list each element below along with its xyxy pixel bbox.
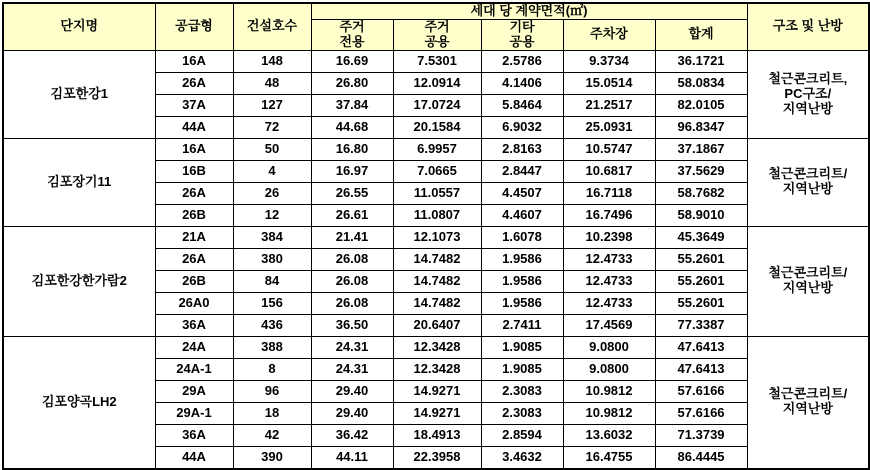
cell-common-area: 14.9271 xyxy=(393,402,481,424)
cell-exclusive-area: 16.97 xyxy=(311,160,393,182)
cell-units: 388 xyxy=(233,336,311,358)
cell-supply-type: 29A-1 xyxy=(155,402,233,424)
cell-units: 26 xyxy=(233,182,311,204)
cell-supply-type: 16A xyxy=(155,50,233,72)
cell-complex-name: 김포한강한가람2 xyxy=(3,226,155,336)
cell-parking-area: 10.5747 xyxy=(563,138,655,160)
header-units: 건설호수 xyxy=(233,3,311,50)
cell-parking-area: 10.9812 xyxy=(563,402,655,424)
cell-parking-area: 17.4569 xyxy=(563,314,655,336)
cell-parking-area: 9.0800 xyxy=(563,358,655,380)
cell-exclusive-area: 36.50 xyxy=(311,314,393,336)
cell-total-area: 58.9010 xyxy=(655,204,747,226)
cell-total-area: 47.6413 xyxy=(655,358,747,380)
cell-units: 127 xyxy=(233,94,311,116)
cell-supply-type: 44A xyxy=(155,116,233,138)
cell-supply-type: 24A-1 xyxy=(155,358,233,380)
cell-supply-type: 44A xyxy=(155,446,233,469)
cell-supply-type: 26A xyxy=(155,248,233,270)
cell-units: 4 xyxy=(233,160,311,182)
cell-supply-type: 37A xyxy=(155,94,233,116)
cell-exclusive-area: 16.69 xyxy=(311,50,393,72)
header-common: 주거 공용 xyxy=(393,19,481,50)
cell-common-area: 12.3428 xyxy=(393,358,481,380)
cell-complex-name: 김포한강1 xyxy=(3,50,155,138)
cell-exclusive-area: 29.40 xyxy=(311,402,393,424)
table-row xyxy=(3,336,869,358)
header-structure: 구조 및 난방 xyxy=(747,3,869,50)
cell-exclusive-area: 36.42 xyxy=(311,424,393,446)
cell-other-common-area: 1.6078 xyxy=(481,226,563,248)
cell-other-common-area: 2.3083 xyxy=(481,402,563,424)
cell-common-area: 7.5301 xyxy=(393,50,481,72)
cell-parking-area: 16.7496 xyxy=(563,204,655,226)
cell-other-common-area: 2.8447 xyxy=(481,160,563,182)
cell-common-area: 11.0557 xyxy=(393,182,481,204)
cell-total-area: 55.2601 xyxy=(655,270,747,292)
cell-common-area: 12.1073 xyxy=(393,226,481,248)
cell-units: 50 xyxy=(233,138,311,160)
cell-supply-type: 26A0 xyxy=(155,292,233,314)
cell-units: 84 xyxy=(233,270,311,292)
header-total: 합계 xyxy=(655,19,747,50)
cell-other-common-area: 2.8594 xyxy=(481,424,563,446)
cell-supply-type: 16B xyxy=(155,160,233,182)
cell-common-area: 14.9271 xyxy=(393,380,481,402)
cell-total-area: 57.6166 xyxy=(655,402,747,424)
header-supply-type: 공급형 xyxy=(155,3,233,50)
cell-other-common-area: 1.9085 xyxy=(481,358,563,380)
cell-parking-area: 16.4755 xyxy=(563,446,655,469)
cell-supply-type: 16A xyxy=(155,138,233,160)
cell-exclusive-area: 44.68 xyxy=(311,116,393,138)
cell-other-common-area: 2.7411 xyxy=(481,314,563,336)
cell-exclusive-area: 26.61 xyxy=(311,204,393,226)
cell-other-common-area: 2.3083 xyxy=(481,380,563,402)
cell-common-area: 12.0914 xyxy=(393,72,481,94)
cell-parking-area: 13.6032 xyxy=(563,424,655,446)
cell-total-area: 86.4445 xyxy=(655,446,747,469)
cell-total-area: 58.7682 xyxy=(655,182,747,204)
cell-common-area: 7.0665 xyxy=(393,160,481,182)
cell-units: 48 xyxy=(233,72,311,94)
cell-exclusive-area: 37.84 xyxy=(311,94,393,116)
cell-units: 156 xyxy=(233,292,311,314)
table-header-row-1 xyxy=(3,3,869,19)
cell-units: 8 xyxy=(233,358,311,380)
cell-common-area: 14.7482 xyxy=(393,248,481,270)
cell-total-area: 77.3387 xyxy=(655,314,747,336)
cell-other-common-area: 1.9586 xyxy=(481,270,563,292)
cell-structure-heating: 철근콘크리트/ 지역난방 xyxy=(747,336,869,469)
cell-units: 42 xyxy=(233,424,311,446)
cell-units: 148 xyxy=(233,50,311,72)
cell-common-area: 6.9957 xyxy=(393,138,481,160)
cell-total-area: 55.2601 xyxy=(655,248,747,270)
cell-other-common-area: 1.9586 xyxy=(481,292,563,314)
cell-total-area: 96.8347 xyxy=(655,116,747,138)
cell-parking-area: 10.6817 xyxy=(563,160,655,182)
cell-parking-area: 21.2517 xyxy=(563,94,655,116)
cell-structure-heating: 철근콘크리트/ 지역난방 xyxy=(747,226,869,336)
cell-structure-heating: 철근콘크리트, PC구조/ 지역난방 xyxy=(747,50,869,138)
cell-common-area: 20.1584 xyxy=(393,116,481,138)
cell-units: 384 xyxy=(233,226,311,248)
cell-other-common-area: 4.1406 xyxy=(481,72,563,94)
cell-total-area: 45.3649 xyxy=(655,226,747,248)
cell-supply-type: 21A xyxy=(155,226,233,248)
cell-common-area: 22.3958 xyxy=(393,446,481,469)
cell-common-area: 18.4913 xyxy=(393,424,481,446)
cell-structure-heating: 철근콘크리트/ 지역난방 xyxy=(747,138,869,226)
cell-units: 18 xyxy=(233,402,311,424)
cell-parking-area: 12.4733 xyxy=(563,270,655,292)
cell-units: 96 xyxy=(233,380,311,402)
cell-common-area: 14.7482 xyxy=(393,292,481,314)
housing-area-table xyxy=(2,2,870,470)
cell-exclusive-area: 26.08 xyxy=(311,270,393,292)
cell-other-common-area: 2.8163 xyxy=(481,138,563,160)
cell-common-area: 14.7482 xyxy=(393,270,481,292)
table-row xyxy=(3,138,869,160)
cell-units: 380 xyxy=(233,248,311,270)
cell-parking-area: 25.0931 xyxy=(563,116,655,138)
cell-total-area: 82.0105 xyxy=(655,94,747,116)
cell-units: 390 xyxy=(233,446,311,469)
table-row xyxy=(3,226,869,248)
cell-other-common-area: 1.9586 xyxy=(481,248,563,270)
cell-total-area: 37.1867 xyxy=(655,138,747,160)
cell-units: 436 xyxy=(233,314,311,336)
cell-exclusive-area: 24.31 xyxy=(311,336,393,358)
cell-parking-area: 16.7118 xyxy=(563,182,655,204)
cell-total-area: 55.2601 xyxy=(655,292,747,314)
cell-supply-type: 29A xyxy=(155,380,233,402)
cell-common-area: 17.0724 xyxy=(393,94,481,116)
cell-exclusive-area: 26.55 xyxy=(311,182,393,204)
header-other-common: 기타 공용 xyxy=(481,19,563,50)
cell-supply-type: 24A xyxy=(155,336,233,358)
cell-other-common-area: 2.5786 xyxy=(481,50,563,72)
cell-other-common-area: 6.9032 xyxy=(481,116,563,138)
header-complex: 단지명 xyxy=(3,3,155,50)
cell-complex-name: 김포양곡LH2 xyxy=(3,336,155,469)
cell-other-common-area: 5.8464 xyxy=(481,94,563,116)
cell-exclusive-area: 44.11 xyxy=(311,446,393,469)
cell-supply-type: 26A xyxy=(155,72,233,94)
cell-parking-area: 10.2398 xyxy=(563,226,655,248)
cell-total-area: 71.3739 xyxy=(655,424,747,446)
cell-total-area: 47.6413 xyxy=(655,336,747,358)
cell-supply-type: 26B xyxy=(155,204,233,226)
cell-exclusive-area: 16.80 xyxy=(311,138,393,160)
header-parking: 주차장 xyxy=(563,19,655,50)
header-exclusive: 주거 전용 xyxy=(311,19,393,50)
cell-total-area: 37.5629 xyxy=(655,160,747,182)
cell-parking-area: 12.4733 xyxy=(563,292,655,314)
cell-supply-type: 36A xyxy=(155,424,233,446)
cell-units: 12 xyxy=(233,204,311,226)
table-row xyxy=(3,50,869,72)
cell-exclusive-area: 29.40 xyxy=(311,380,393,402)
cell-parking-area: 10.9812 xyxy=(563,380,655,402)
cell-common-area: 11.0807 xyxy=(393,204,481,226)
cell-exclusive-area: 26.80 xyxy=(311,72,393,94)
cell-total-area: 36.1721 xyxy=(655,50,747,72)
header-area-group: 세대 당 계약면적(㎡) xyxy=(311,3,747,19)
cell-common-area: 20.6407 xyxy=(393,314,481,336)
cell-other-common-area: 4.4607 xyxy=(481,204,563,226)
cell-exclusive-area: 24.31 xyxy=(311,358,393,380)
cell-units: 72 xyxy=(233,116,311,138)
cell-exclusive-area: 26.08 xyxy=(311,248,393,270)
cell-parking-area: 15.0514 xyxy=(563,72,655,94)
cell-total-area: 57.6166 xyxy=(655,380,747,402)
cell-common-area: 12.3428 xyxy=(393,336,481,358)
cell-parking-area: 12.4733 xyxy=(563,248,655,270)
cell-complex-name: 김포장기11 xyxy=(3,138,155,226)
cell-other-common-area: 3.4632 xyxy=(481,446,563,469)
cell-exclusive-area: 26.08 xyxy=(311,292,393,314)
cell-other-common-area: 1.9085 xyxy=(481,336,563,358)
cell-total-area: 58.0834 xyxy=(655,72,747,94)
cell-other-common-area: 4.4507 xyxy=(481,182,563,204)
cell-supply-type: 36A xyxy=(155,314,233,336)
cell-supply-type: 26A xyxy=(155,182,233,204)
cell-parking-area: 9.3734 xyxy=(563,50,655,72)
cell-parking-area: 9.0800 xyxy=(563,336,655,358)
cell-exclusive-area: 21.41 xyxy=(311,226,393,248)
cell-supply-type: 26B xyxy=(155,270,233,292)
